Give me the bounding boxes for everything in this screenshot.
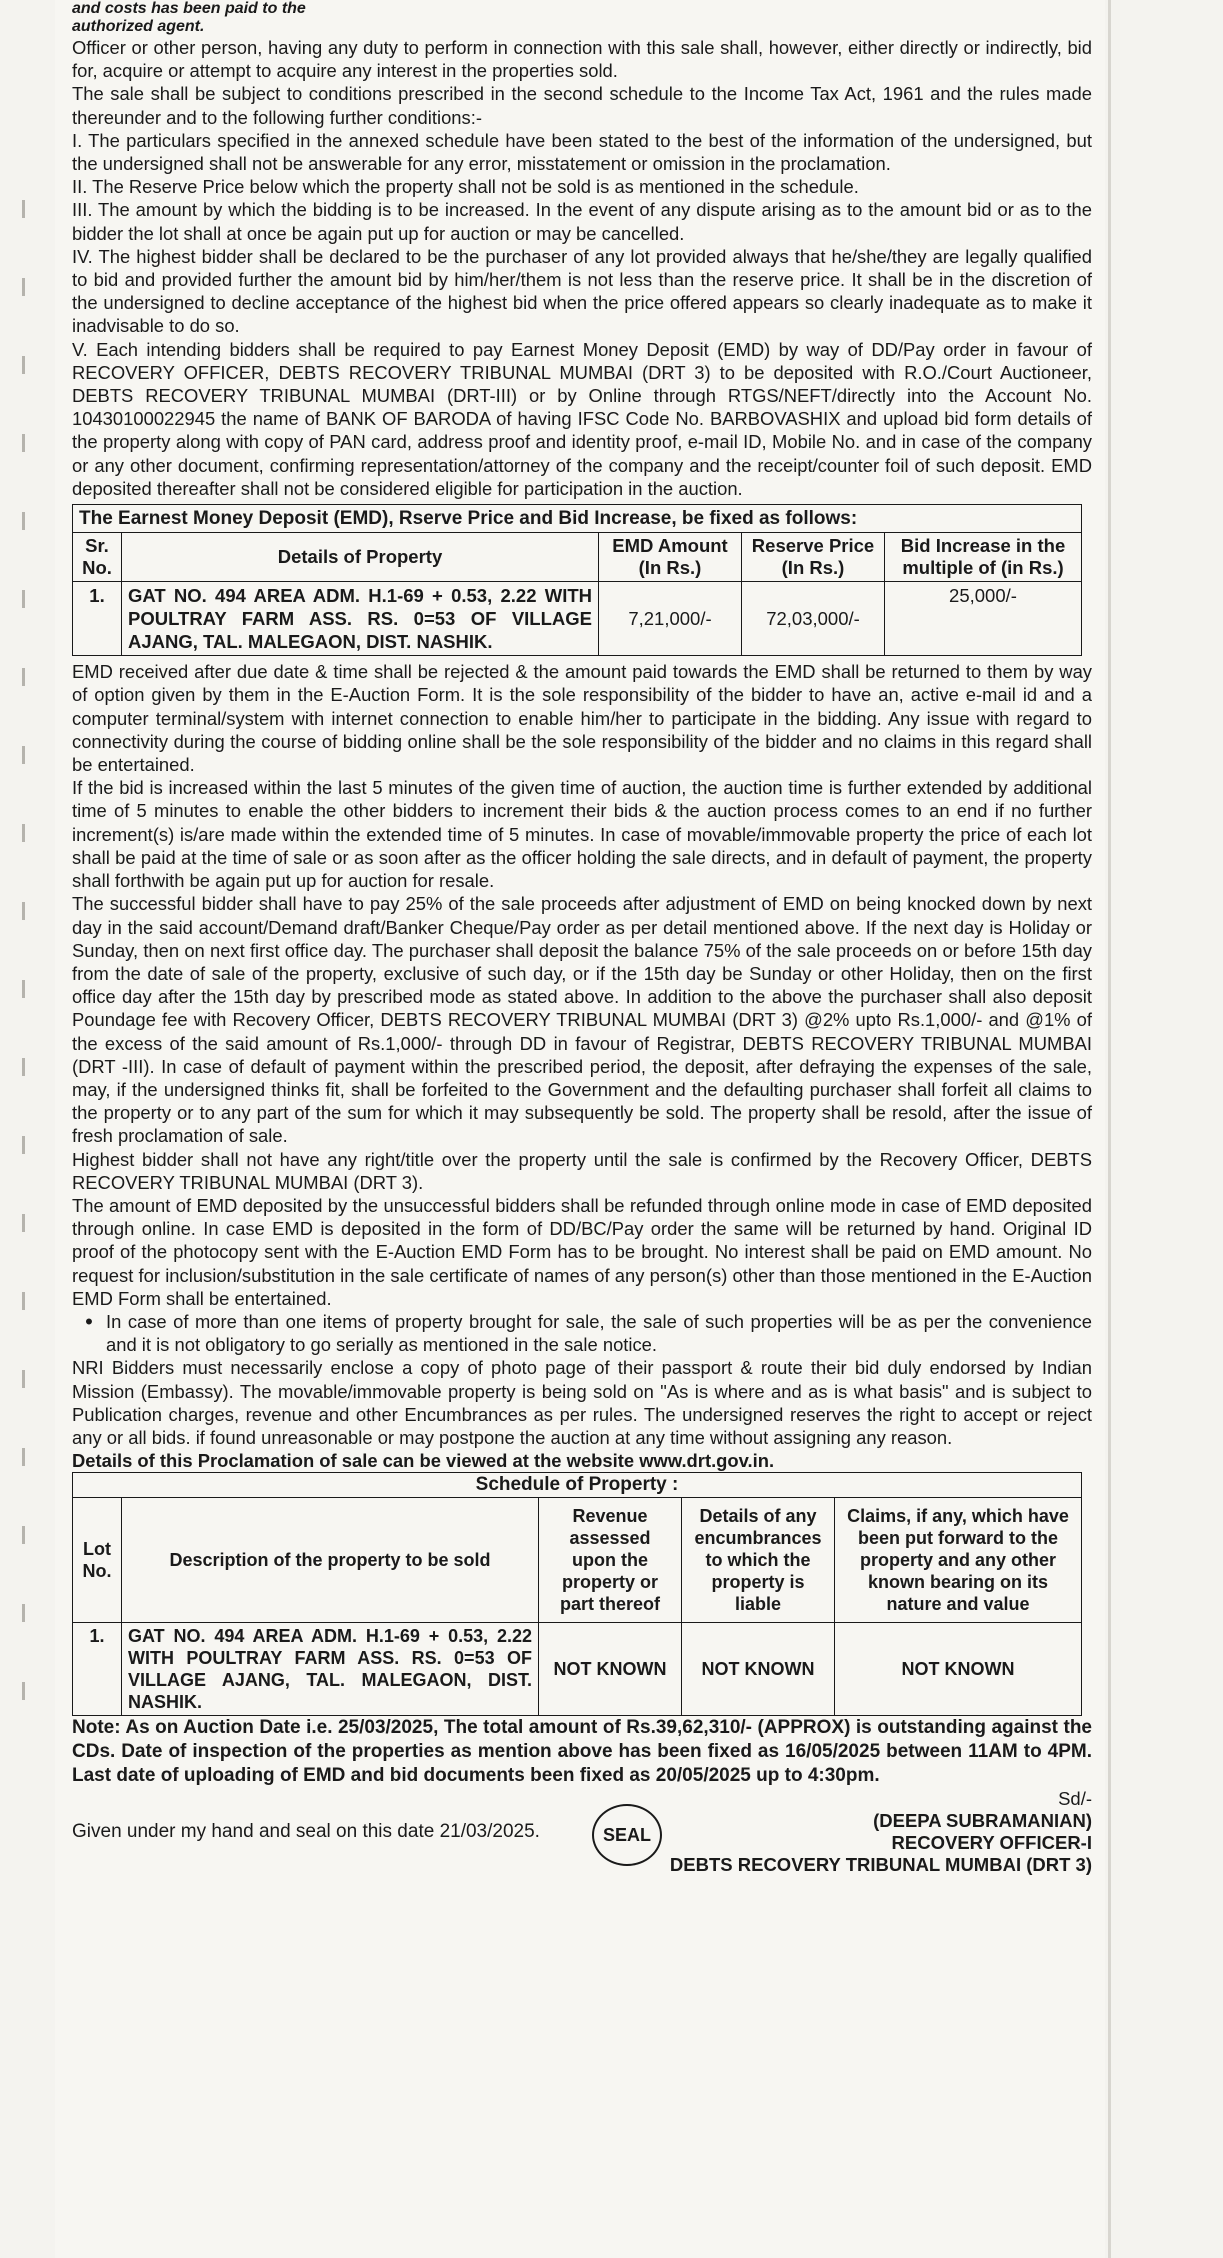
cell-reserve: 72,03,000/- (742, 582, 885, 656)
col-details: Details of Property (122, 533, 599, 582)
nri-para: NRI Bidders must necessarily enclose a copy of photo page of their passport & route their bid duly endorsed by Indian Mission (Embassy). The movable/immovable property is being sold on "As is where and as is what basis" and is subject to Publication charges, revenue and other Encumbrances as per rules. The undersigned reserves the right to accept or reject any or all bids. if found unreasonable or may postpone the auction at any time without assigning any reason. (72, 1357, 1092, 1448)
cell-lot: 1. (73, 1622, 122, 1715)
cell-encumbrances: NOT KNOWN (682, 1622, 835, 1715)
scan-edge-marks (18, 200, 30, 2000)
col-revenue: Revenue assessed upon the property or part thereof (539, 1497, 682, 1622)
conditions-intro: The sale shall be subject to conditions prescribed in the second schedule to the Income Tax Act, 1961 and the rules made thereunder and to the following further conditions:- (72, 83, 1092, 128)
schedule-title: Schedule of Property : (72, 1472, 1082, 1496)
refund-para: The amount of EMD deposited by the unsuccessful bidders shall be refunded through online mode in case of EMD deposited through online. In case EMD is deposited in the form of DD/BC/Pay order the same will be returned by hand. Original ID proof of the photocopy sent with the E-Auction EMD Form has to be brought. No interest shall be paid on EMD amount. No request for inclusion/substitution in the sale certificate of names of any person(s) other than those mentioned in the E-Auction EMD Form shall be entertained. (72, 1194, 1092, 1309)
bullet-dot: • (85, 1308, 93, 1334)
cut-off-line-2: authorized agent. (72, 18, 205, 35)
signature-block (72, 1788, 1092, 1938)
col-bid-increase: Bid Increase in the multiple of (in Rs.) (885, 533, 1082, 582)
cell-revenue: NOT KNOWN (539, 1622, 682, 1715)
cell-description: GAT NO. 494 AREA ADM. H.1-69 + 0.53, 2.22 WITH POULTRAY FARM ASS. RS. 0=53 OF VILLAGE AJANG, TAL. MALEGAON, DIST. NASHIK. (122, 1622, 539, 1715)
schedule-table-block (72, 1472, 1082, 1715)
emd-rejection-para: EMD received after due date & time shall be rejected & the amount paid towards the EMD shall be returned to them by way of option given by them in the E-Auction Form. It is the sole responsibility of the bidder to have an, active e-mail id and a computer terminal/system with internet connection to enable him/her to participate in the bidding. Any issue with regard to connectivity during the course of bidding online shall be the sole responsibility of the bidder and no claims in this regard shall be entertained. (72, 661, 1092, 776)
col-sr-no: Sr. No. (73, 533, 122, 582)
cell-bid: 25,000/- (885, 582, 1082, 656)
extension-para: If the bid is increased within the last 5 minutes of the given time of auction, the auction time is further extended by additional time of 5 minutes to enable the other bidders to increment their bids & the auction process comes to an end if no further increment(s) is/are made within the extended time of 5 minutes. In case of movable/immovable property the price of each lot shall be paid at the time of sale or as soon after as the officer holding the sale directs, and in default of payment, the property shall forthwith be again put up for auction for resale. (72, 777, 1092, 892)
officer-designation: RECOVERY OFFICER-I (891, 1831, 1092, 1853)
website-line: Details of this Proclamation of sale can be viewed at the website www.drt.gov.in. (72, 1450, 775, 1472)
condition-4: IV. The highest bidder shall be declared to be the purchaser of any lot provided always that he/she/they are legally qualified to bid and provided further the amount bid by him/her/them is not less than the reserve price. It shall be in the discretion of the undersigned to decline acceptance of the highest bid when the price offered appears so clearly inadequate as to make it inadvisable to do so. (72, 245, 1092, 337)
cell-emd: 7,21,000/- (599, 582, 742, 656)
condition-1: I. The particulars specified in the annexed schedule have been stated to the best of the information of the undersigned, but the undersigned shall not be answerable for any error, misstatement or omission in the proclamation. (72, 129, 1092, 175)
proclamation-body (72, 0, 1092, 1938)
signature-sd: Sd/- (1058, 1787, 1092, 1809)
col-description: Description of the property to be sold (122, 1497, 539, 1622)
signatory (670, 1788, 1092, 1876)
col-encumbrances: Details of any encumbrances to which the property is liable (682, 1497, 835, 1622)
emd-table (72, 532, 1082, 656)
table-row (73, 582, 1082, 656)
condition-3: III. The amount by which the bidding is to be increased. In the event of any dispute arising as to the amount bid or as to the bidder the lot shall at once be again put up for auction or may be cancelled. (72, 199, 1092, 244)
cell-sr: 1. (73, 582, 122, 656)
officer-name: (DEEPA SUBRAMANIAN) (873, 1809, 1092, 1831)
seal-stamp: SEAL (592, 1804, 662, 1866)
note-paragraph: Note: As on Auction Date i.e. 25/03/2025, The total amount of Rs.39,62,310/- (APPROX) is outstanding against the CDs. Date of inspection of the properties as mention above has been fixed as 16/05/2025 between 11AM to 4PM. Last date of uploading of EMD and bid documents been fixed as 20/05/2025 up to 4:30pm. (72, 1716, 1092, 1786)
col-reserve: Reserve Price (In Rs.) (742, 533, 885, 582)
title-para: Highest bidder shall not have any right/title over the property until the sale is confirmed by the Recovery Officer, DEBTS RECOVERY TRIBUNAL MUMBAI (DRT 3). (72, 1148, 1092, 1193)
col-emd: EMD Amount (In Rs.) (599, 533, 742, 582)
cell-details: GAT NO. 494 AREA ADM. H.1-69 + 0.53, 2.22 WITH POULTRAY FARM ASS. RS. 0=53 OF VILLAGE AJANG, TAL. MALEGAON, DIST. NASHIK. (122, 582, 599, 656)
col-claims: Claims, if any, which have been put forward to the property and any other known bearing on its nature and value (835, 1497, 1082, 1622)
intro-paragraph: Officer or other person, having any duty to perform in connection with this sale shall, however, either directly or indirectly, bid for, acquire or attempt to acquire any interest in the properties sold. (72, 37, 1092, 82)
table-row (73, 1622, 1082, 1715)
cell-claims: NOT KNOWN (835, 1622, 1082, 1715)
given-line: Given under my hand and seal on this date 21/03/2025. (72, 1820, 540, 1842)
cut-off-line: and costs has been paid to the (72, 0, 306, 17)
schedule-table (72, 1497, 1082, 1716)
condition-5: V. Each intending bidders shall be required to pay Earnest Money Deposit (EMD) by way of DD/Pay order in favour of RECOVERY OFFICER, DEBTS RECOVERY TRIBUNAL MUMBAI (DRT 3) to be deposited with R.O./Court Auctioneer, DEBTS RECOVERY TRIBUNAL MUMBAI (DRT-III) or by Online through RTGS/NEFT/directly into the Account No. 10430100022945 the name of BANK OF BARODA of having IFSC Code No. BARBOVASHIX and upload bid form details of the property along with copy of PAN card, address proof and identity proof, e-mail ID, Mobile No. and in case of the company or any other document, confirming representation/attorney of the company and the receipt/counter foil of such deposit. EMD deposited thereafter shall not be considered eligible for participation in the auction. (72, 338, 1092, 499)
emd-table-block (72, 504, 1082, 656)
office-name: DEBTS RECOVERY TRIBUNAL MUMBAI (DRT 3) (669, 1853, 1092, 1875)
bullet-item (72, 1310, 1092, 1356)
col-lot: Lot No. (73, 1497, 122, 1622)
bullet-text: In case of more than one items of property brought for sale, the sale of such properties will be as per the convenience and it is not obligatory to go serially as mentioned in the sale notice. (106, 1310, 1092, 1356)
emd-table-title: The Earnest Money Deposit (EMD), Rserve Price and Bid Increase, be fixed as follows: (72, 504, 1082, 532)
condition-2: II. The Reserve Price below which the property shall not be sold is as mentioned in the schedule. (72, 176, 859, 198)
payment-para: The successful bidder shall have to pay 25% of the sale proceeds after adjustment of EMD on being knocked down by next day in the said account/Demand draft/Banker Cheque/Pay order as per detail mentioned above. If the next day is Holiday or Sunday, then on next first office day. The purchaser shall deposit the balance 75% of the sale proceeds on or before 15th day from the date of sale of the property, exclusive of such day, or if the 15th day be Sunday or other Holiday, then on the first office day after the 15th day by prescribed mode as stated above. In addition to the above the purchaser shall also deposit Poundage fee with Recovery Officer, DEBTS RECOVERY TRIBUNAL MUMBAI (DRT 3) @2% upto Rs.1,000/- and @1% of the excess of the said amount of Rs.1,000/- through DD in favour of Registrar, DEBTS RECOVERY TRIBUNAL MUMBAI (DRT -III). In case of default of payment within the prescribed period, the deposit, after defraying the expenses of the sale, may, if the undersigned thinks fit, shall be forfeited to the Government and the defaulting purchaser shall forfeit all claims to the property or to any part of the sum for which it may subsequently be sold. The property shall be resold, after the issue of fresh proclamation of sale. (72, 893, 1092, 1147)
